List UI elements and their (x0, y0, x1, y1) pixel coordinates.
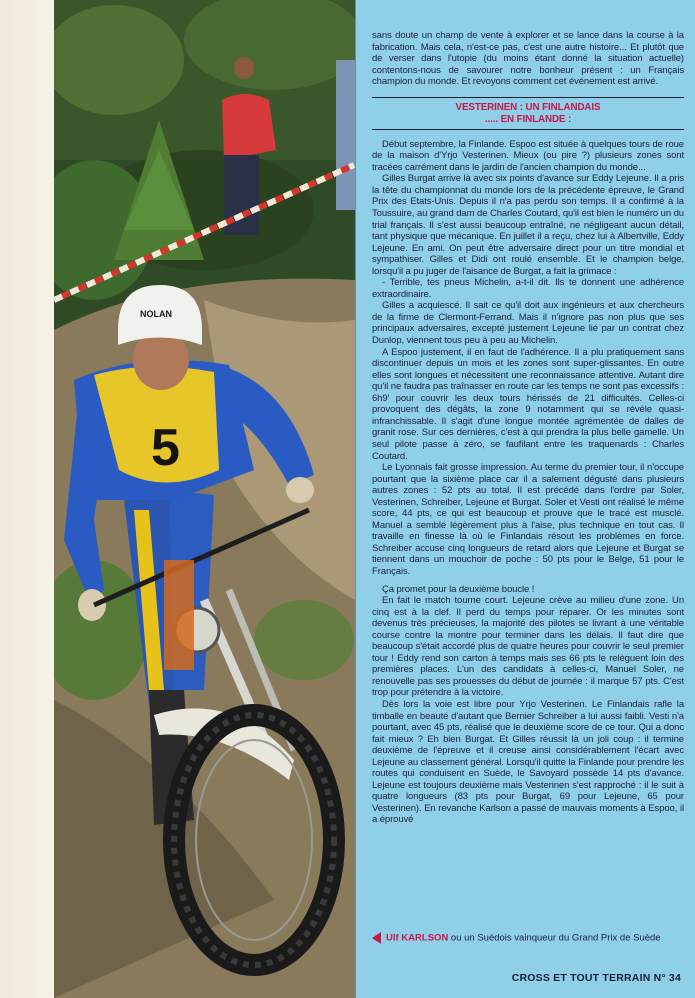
article-intro: sans doute un champ de vente à explorer et se lance dans la course à la fabrication. Mais cela, n'est-ce pas, c'est une autre histoire... Et plutôt que de verser dans l'utopie (du moins étant donné la situation actuelle) contentons-nous de savourer notre bonheur présent : un Français champion du monde. Et revoyons comment cet événement est arrivé. (372, 30, 684, 88)
article-paragraph: En fait le match tourne court. Lejeune crève au milieu d'une zone. Un cinq est à la clef. Il perd du temps pour réparer. Or les minutes sont devenus très précieuses, la majorité des pilotes se livrant à une véritable course contre la montre pour terminer dans les délais. Il faut dire que beaucoup s'était accordé plus de quatre heures pour couvrir le seul premier tour ! Eddy rend son carton à temps mais ses 66 pts le relèguent loin des premières places. L'un des candidats à celles-ci, Manuel Soler, ne renouvelle pas ses prouesses du début de journée : il marque 57 pts. C'est trop pour prétendre à la victoire. (372, 595, 684, 699)
issue-number: N° 34 (653, 972, 681, 984)
article-paragraph: - Terrible, tes pneus Michelin, a-t-il dit. Ils te donnent une adhérence extraordinaire. (372, 277, 684, 300)
photo-caption (372, 932, 684, 944)
article-paragraph: Le Lyonnais fait grosse impression. Au terme du premier tour, il n'occupe pourtant que la sixième place car il a salement dégusté dans plusieurs autres zones : 52 pts au total. Il est précédé dans l'ordre par Soler, Vesterinen, Schreiber, Lejeune et Burgat. Soler et Vesti ont réalisé le même score, 44 pts, ce qui est beaucoup et prouve que le tracé est musclé. Manuel a semblé légèrement plus à l'aise, plus technique en tout cas. Il travaille en finesse là où le Finlandais résout les problèmes en force. Schreiber accuse cinq longueurs de retard alors que Lejeune et Burgat se tiennent dans un mouchoir de poche : 50 pts pour le Belge, 51 pour le Français. (372, 462, 684, 577)
section-heading-line-2: ..... EN FINLANDE : (484, 113, 572, 125)
caption-text: ou un Suédois vainqueur du Grand Prix de Suède (448, 932, 661, 944)
article-paragraph: A Espoo justement, il en faut de l'adhérence. Il a plu pratiquement sans discontinuer depuis un mois et les zones sont super-glissantes. En outre elles sont longues et nécessitent une reconnaissance attentive. Autant dire qu'il ne faudra pas traînasser en route car les temps ne sont pas excessifs : 6h9' pour couvrir les deux tours hérissés de 21 difficultés. Celles-ci provoquent des dégâts, la zone 9 notamment qui se révèle quasi-infranchissable. Il s'agit d'une longue montée agrémentée de dalles de granit rose. Sur ces dernières, c'est à qui prendra la plus belle gamelle. Un seul pilote passe à zéro, se faufilant entre les traquenards : Charles Coutard. (372, 346, 684, 462)
rider-number: 5 (151, 419, 180, 477)
magazine-name: CROSS ET TOUT TERRAIN (511, 972, 651, 984)
photo-illustration (54, 0, 355, 998)
article-paragraph: Gilles Burgat arrive là avec six points d'avance sur Eddy Lejeune. Il a pris la tête du championnat du monde lors de la précédente épreuve, le Grand Prix des Etats-Unis. Depuis il n'a pas perdu son temps. Il a confirmé à la Toussuire, au grand dam de Charles Coutard, qu'il est bien le numéro un du trial français. Il s'est aussi beaucoup entraîné, ne négligeant aucun détail, tant physique que mécanique. En juillet il a reçu, chez lui à Albertville, Eddy Lejeune. En ami. On peut être adversaire direct pour un titre mondial et sympathiser. Gilles et Didi ont roulé ensemble. Et le champion belge, lorsqu'il a pu juger de l'aisance de Burgat, a fait la grimace : (372, 173, 684, 277)
article-column (372, 30, 684, 826)
page-footer (512, 972, 681, 984)
article-paragraph: Gilles a acquiescé. Il sait ce qu'il doit aux ingénieurs et aux chercheurs de la firme de Clermont-Ferrand. Mais il n'ignore pas non plus que ses principaux adversaires, excepté justement Lejeune lié par un contrat chez Dunlop, viennent tous peu à peu au Michelin. (372, 300, 684, 347)
article-paragraph: Début septembre, la Finlande. Espoo est située à quelques tours de roue de la maison d'Yrjo Vesterinen. Mieux (ou pire ?) plusieurs zones sont tracées carrément dans le jardin de l'ancien champion du monde... (372, 138, 684, 173)
article-paragraph: Ça promet pour la deuxième boucle ! (382, 583, 535, 595)
caption-arrow-icon (372, 932, 381, 944)
spectator-leg (336, 60, 355, 210)
page-margin (0, 0, 54, 998)
article-paragraph: Dès lors la voie est libre pour Yrjo Vesterinen. Le Finlandais rafle la timballe en beauté d'autant que Bernier Schreiber a lui aussi faibli. Vesti n'a pourtant, avec 45 pts, réalisé que le deuxième score de ce tour. Qui a donc fait mieux ? Eh bien Burgat. Et Gilles réussit là un joli coup : il termine deuxième de l'épreuve et il creuse ainsi considérablement l'écart avec Lejeune au classement général. Lorsqu'il quitte la Finlande pour prendre les routes qui conduisent en Suède, le Savoyard possède 14 pts d'avance. Lejeune est toujours deuxième mais Vesterinen s'est rapproché : il le suit à quatre longueurs (83 pts pour Burgat, 69 pour Lejeune, 65 pour Vesterinen). En revanche Karlson a passé de mauvais moments à Espoo, il a éprouvé (372, 698, 684, 826)
trial-rider-photo (54, 0, 355, 998)
helmet-brand-text: NOLAN (140, 309, 172, 319)
section-heading-line-1: VESTERINEN : UN FINLANDAIS (455, 101, 601, 113)
caption-rider-name: Ulf KARLSON (386, 932, 449, 944)
section-heading (372, 97, 684, 130)
